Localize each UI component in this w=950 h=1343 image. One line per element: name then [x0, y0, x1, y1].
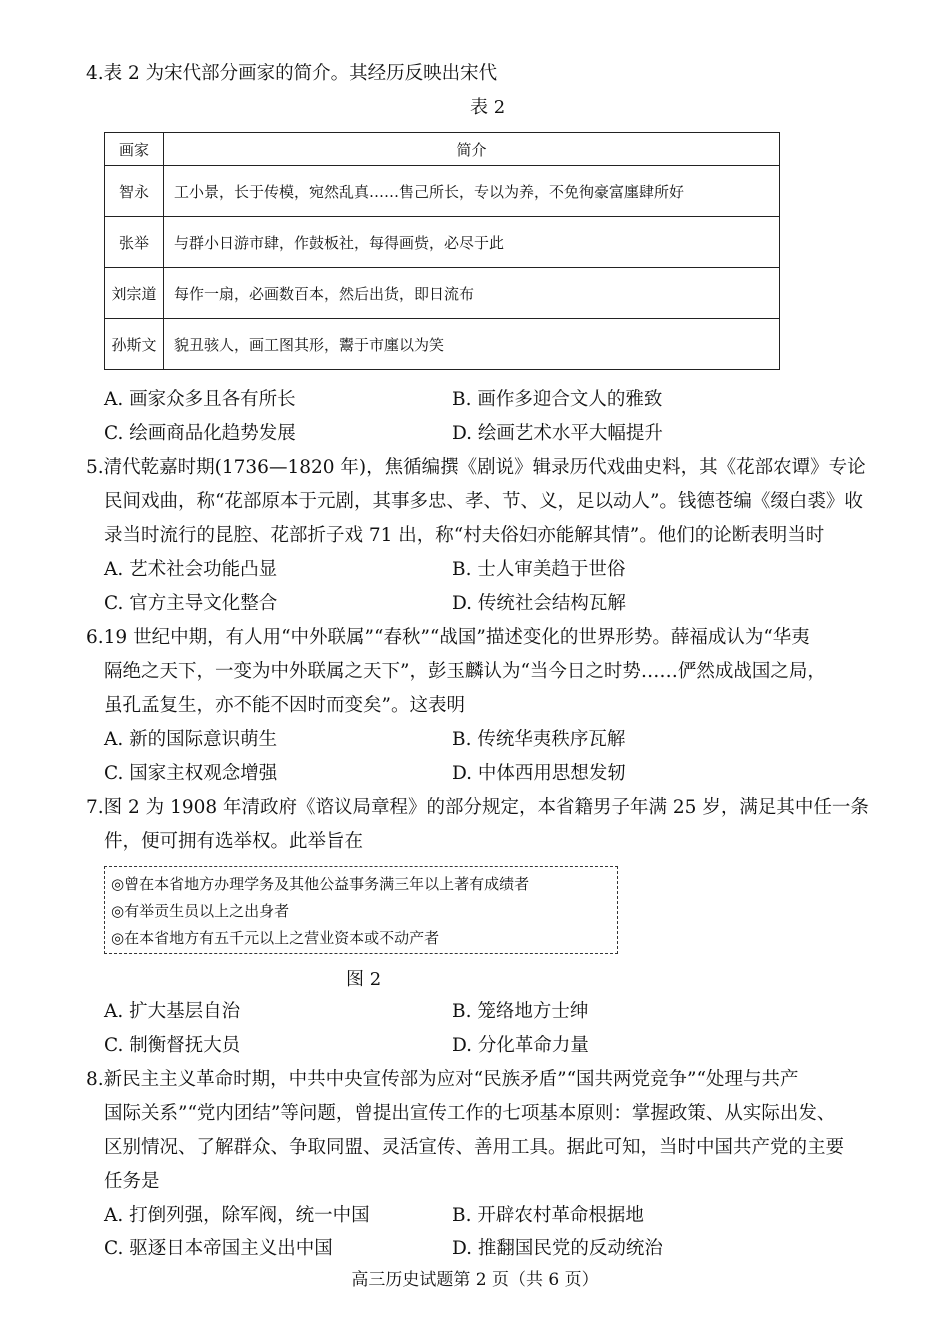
q6-option-b: B. 传统华夷秩序瓦解: [452, 729, 626, 750]
q5-option-d: D. 传统社会结构瓦解: [452, 593, 626, 614]
table-cell-painter: 孙斯文: [105, 319, 164, 370]
figure-item: ◎有举贡生员以上之出身者: [111, 902, 290, 920]
q8-stem-line: 国际关系”“党内团结”等问题，曾提出宣传工作的七项基本原则：掌握政策、从实际出发、: [104, 1103, 836, 1124]
table-header-painter: 画家: [105, 133, 164, 166]
q5-option-c: C. 官方主导文化整合: [104, 593, 278, 614]
q8-option-b: B. 开辟农村革命根据地: [452, 1205, 644, 1226]
q5-option-b: B. 士人审美趋于世俗: [452, 559, 626, 580]
figure-2-box: [104, 866, 618, 954]
q5-stem-line: 录当时流行的昆腔、花部折子戏 71 出，称“村夫俗妇亦能解其情”。他们的论断表明当时: [104, 525, 825, 546]
q6-option-a: A. 新的国际意识萌生: [104, 729, 278, 750]
table-row: [105, 268, 780, 319]
painter-table: [104, 132, 780, 370]
q7-stem-line: 7.图 2 为 1908 年清政府《谘议局章程》的部分规定，本省籍男子年满 25 岁，满足其中任一条: [86, 797, 869, 818]
q4-option-b: B. 画作多迎合文人的雅致: [452, 389, 663, 410]
q8-stem-line: 任务是: [104, 1171, 160, 1192]
table-cell-painter: 智永: [105, 166, 164, 217]
table-cell-painter: 张举: [105, 217, 164, 268]
table-cell-intro: 与群小日游市肆，作鼓板社，每得画赀，必尽于此: [164, 217, 780, 268]
q8-option-c: C. 驱逐日本帝国主义出中国: [104, 1238, 333, 1259]
figure-caption: 图 2: [346, 969, 382, 990]
q8-option-d: D. 推翻国民党的反动统治: [452, 1238, 663, 1259]
q7-option-a: A. 扩大基层自治: [104, 1001, 241, 1022]
q8-stem-line: 8.新民主主义革命时期，中共中央宣传部为应对“民族矛盾”“国共两党竞争”“处理与共产: [86, 1069, 799, 1090]
table-cell-intro: 每作一扇，必画数百本，然后出货，即日流布: [164, 268, 780, 319]
q8-stem-line: 区别情况、了解群众、争取同盟、灵活宣传、善用工具。据此可知，当时中国共产党的主要: [104, 1137, 845, 1158]
table-caption: 表 2: [470, 97, 506, 118]
q8-option-a: A. 打倒列强，除军阀，统一中国: [104, 1205, 370, 1226]
table-row: [105, 166, 780, 217]
table-cell-intro: 工小景，长于传模，宛然乱真……售己所长，专以为养，不免徇豪富廛肆所好: [164, 166, 780, 217]
table-header-row: [105, 133, 780, 166]
q7-option-c: C. 制衡督抚大员: [104, 1035, 241, 1056]
table-row: [105, 217, 780, 268]
q6-option-d: D. 中体西用思想发轫: [452, 763, 626, 784]
q7-option-d: D. 分化革命力量: [452, 1035, 589, 1056]
table-cell-painter: 刘宗道: [105, 268, 164, 319]
q7-option-b: B. 笼络地方士绅: [452, 1001, 589, 1022]
q6-stem-line: 虽孔孟复生，亦不能不因时而变矣”。这表明: [104, 695, 465, 716]
page-footer: 高三历史试题第 2 页（共 6 页）: [351, 1270, 599, 1290]
table-cell-intro: 貌丑骇人，画工图其形，鬻于市廛以为笑: [164, 319, 780, 370]
q4-option-a: A. 画家众多且各有所长: [104, 389, 296, 410]
q5-stem-line: 5.清代乾嘉时期(1736—1820 年)，焦循编撰《剧说》辑录历代戏曲史料，其《花部农谭》专论: [86, 457, 866, 478]
q5-stem-line: 民间戏曲，称“花部原本于元剧，其事多忠、孝、节、义，足以动人”。钱德苍编《缀白裘》收: [104, 491, 863, 512]
table-row: [105, 319, 780, 370]
q6-option-c: C. 国家主权观念增强: [104, 763, 278, 784]
table-header-intro: 简介: [164, 133, 780, 166]
q4-option-d: D. 绘画艺术水平大幅提升: [452, 423, 663, 444]
figure-item: ◎曾在本省地方办理学务及其他公益事务满三年以上著有成绩者: [111, 875, 530, 893]
q6-stem-line: 6.19 世纪中期，有人用“中外联属”“春秋”“战国”描述变化的世界形势。薛福成认为“华夷: [86, 627, 810, 648]
figure-item: ◎在本省地方有五千元以上之营业资本或不动产者: [111, 929, 440, 947]
q4-stem: 4.表 2 为宋代部分画家的简介。其经历反映出宋代: [86, 63, 498, 84]
q5-option-a: A. 艺术社会功能凸显: [104, 559, 278, 580]
q6-stem-line: 隔绝之天下，一变为中外联属之天下”，彭玉麟认为“当今日之时势……俨然成战国之局，: [104, 661, 826, 682]
q7-stem-line: 件，便可拥有选举权。此举旨在: [104, 831, 364, 852]
q4-option-c: C. 绘画商品化趋势发展: [104, 423, 296, 444]
